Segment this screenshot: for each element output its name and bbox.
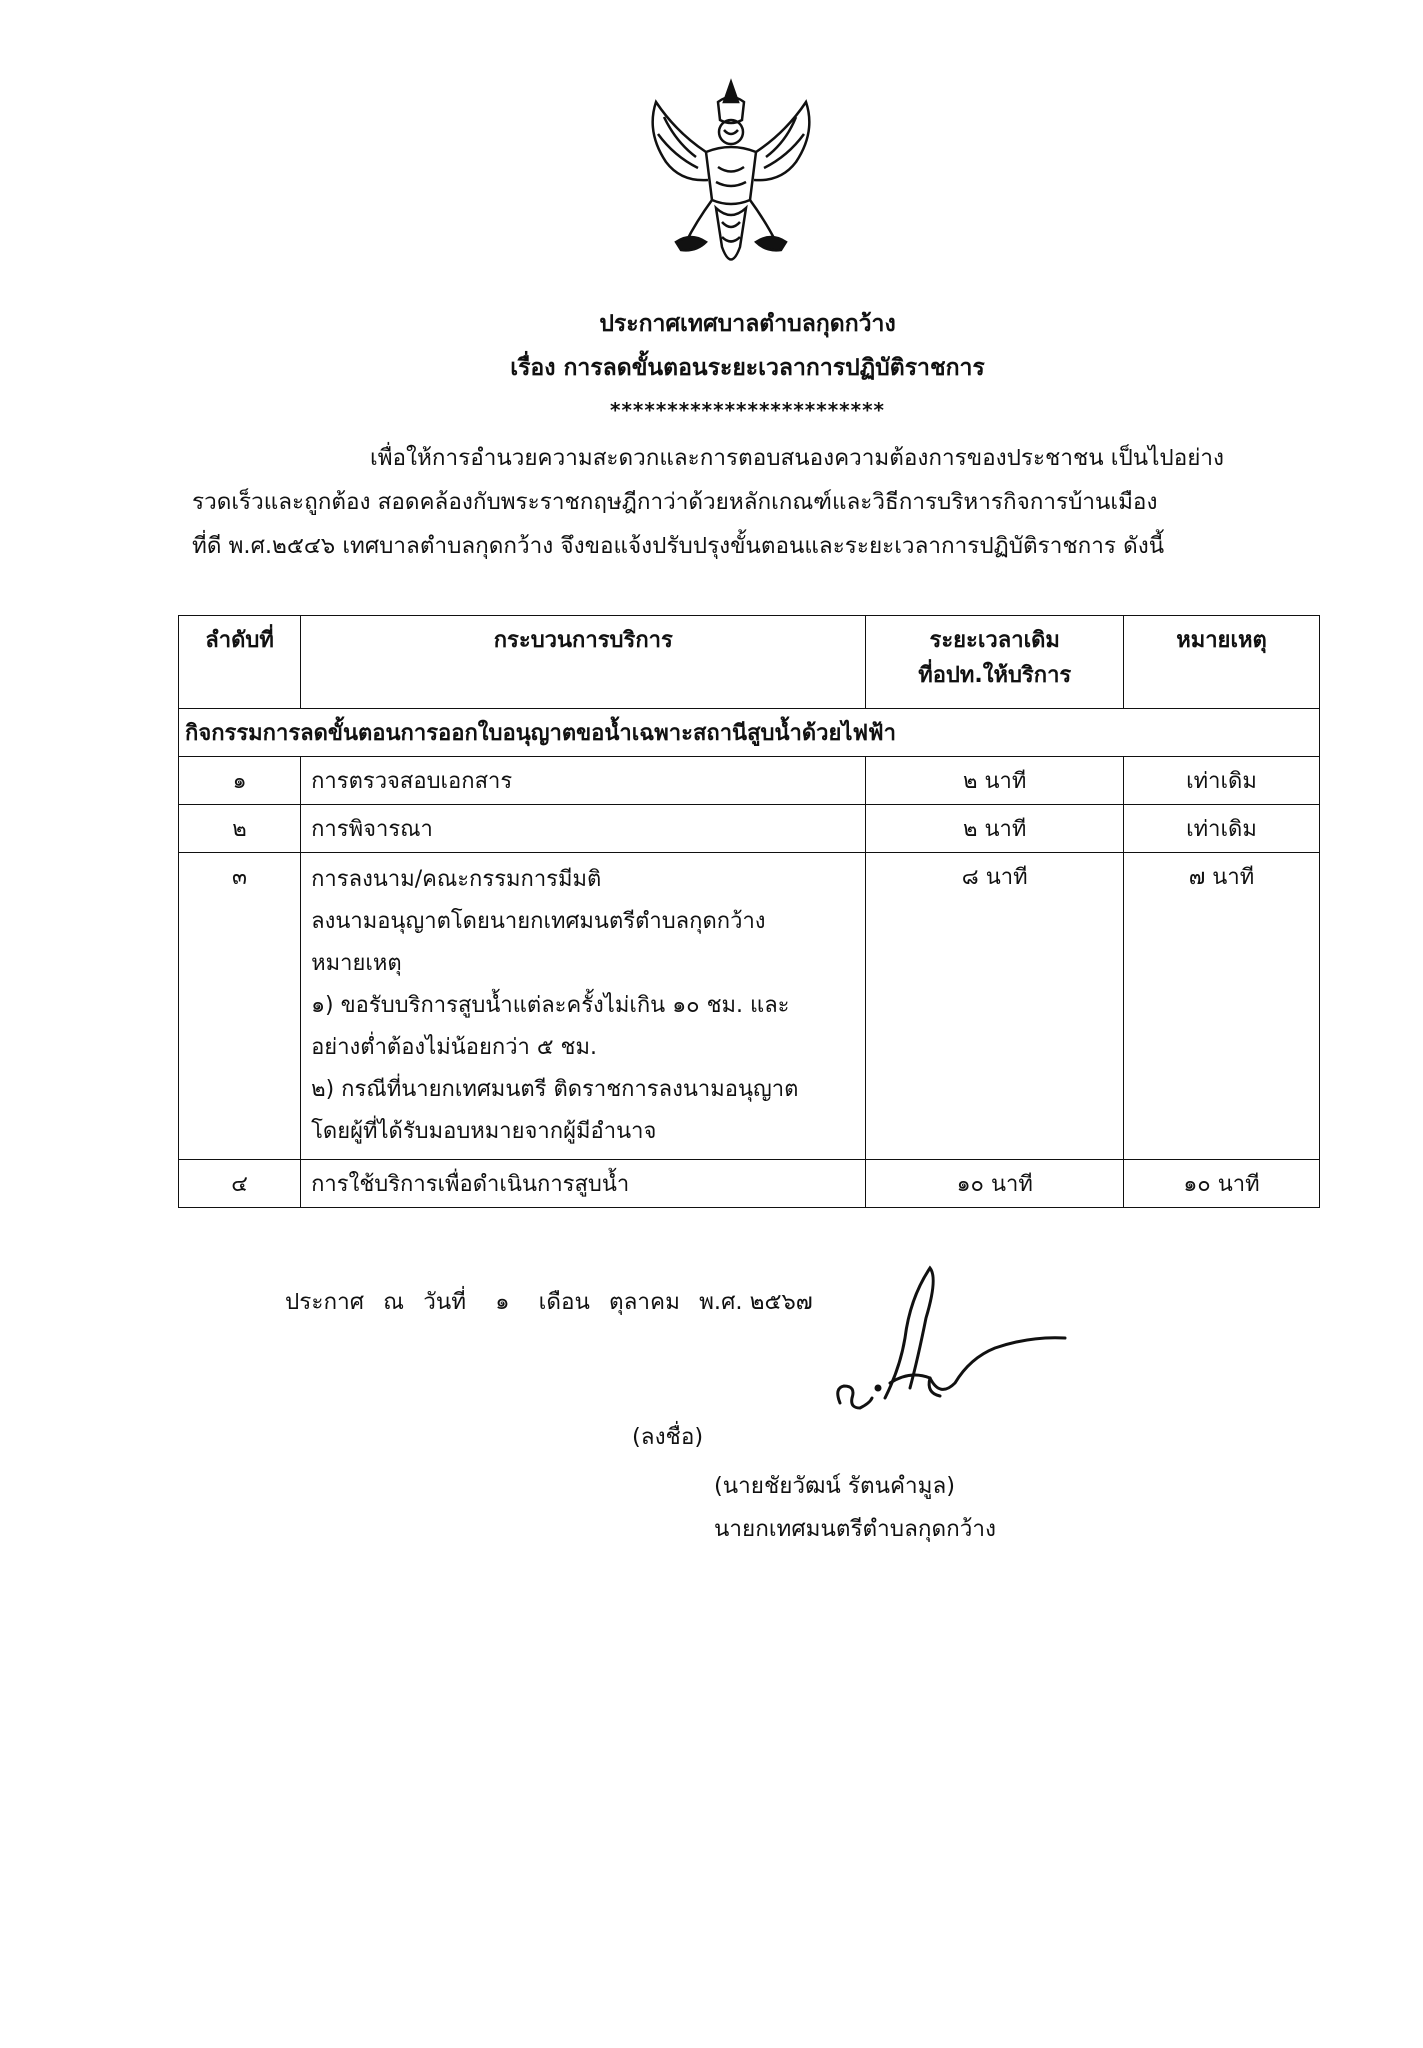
row-no: ๑: [179, 757, 301, 805]
intro-paragraph: [192, 436, 1320, 568]
row-process: การตรวจสอบเอกสาร: [301, 757, 866, 805]
decl-day: ๑: [495, 1289, 510, 1315]
decl-month: ตุลาคม: [609, 1289, 680, 1315]
decl-day-label: วันที่: [423, 1289, 467, 1315]
row-no: ๓: [179, 853, 301, 1160]
row-no: ๒: [179, 805, 301, 853]
service-time-table: [178, 615, 1320, 1208]
intro-line-2: รวดเร็วและถูกต้อง สอดคล้องกับพระราชกฤษฎีกาว่าด้วยหลักเกณฑ์และวิธีการบริหารกิจการบ้านเมือง: [192, 489, 1158, 515]
header-time-line2: ที่อปท.ให้บริการ: [918, 663, 1072, 688]
header-time-line1: ระยะเวลาเดิม: [929, 628, 1060, 653]
section-title: กิจกรรมการลดขั้นตอนการออกใบอนุญาตขอน้ำเฉพาะสถานีสูบน้ำด้วยไฟฟ้า: [179, 709, 1320, 757]
table-row: [179, 1160, 1320, 1208]
row-note: ๗ นาที: [1123, 853, 1319, 1160]
row-time: ๒ นาที: [866, 757, 1124, 805]
row-process: การพิจารณา: [301, 805, 866, 853]
detail-line: ลงนามอนุญาตโดยนายกเทศมนตรีตำบลกุดกว้าง: [311, 909, 766, 934]
garuda-emblem-icon: [636, 72, 826, 282]
header-time: [866, 616, 1124, 709]
section-row: [179, 709, 1320, 757]
signer-position: นายกเทศมนตรีตำบลกุดกว้าง: [714, 1516, 996, 1542]
header-process: กระบวนการบริการ: [301, 616, 866, 709]
row-note: เท่าเดิม: [1123, 757, 1319, 805]
header-note: หมายเหตุ: [1123, 616, 1319, 709]
table-row: [179, 853, 1320, 1160]
header-no: ลำดับที่: [179, 616, 301, 709]
title-divider-stars: ************************: [609, 398, 885, 422]
detail-line: อย่างต่ำต้องไม่น้อยกว่า ๕ ชม.: [311, 1035, 597, 1060]
signer-name: (นายชัยวัฒน์ รัตนคำมูล): [714, 1473, 956, 1499]
row-process-detail: [301, 853, 866, 1160]
detail-line: หมายเหตุ: [311, 951, 402, 976]
decl-prefix: ประกาศ: [285, 1289, 364, 1315]
sign-label: (ลงชื่อ): [632, 1424, 704, 1450]
decl-at: ณ: [383, 1289, 405, 1315]
row-note: เท่าเดิม: [1123, 805, 1319, 853]
handwritten-signature: [830, 1258, 1130, 1418]
announcement-title: ประกาศเทศบาลตำบลกุดกว้าง: [599, 311, 896, 337]
decl-month-label: เดือน: [538, 1289, 590, 1315]
announcement-subject: เรื่อง การลดขั้นตอนระยะเวลาการปฏิบัติราชการ: [510, 355, 985, 381]
detail-line: ๑) ขอรับบริการสูบน้ำแต่ละครั้งไม่เกิน ๑๐ ชม. และ: [311, 993, 790, 1018]
row-process: การใช้บริการเพื่อดำเนินการสูบน้ำ: [301, 1160, 866, 1208]
row-no: ๔: [179, 1160, 301, 1208]
row-time: ๑๐ นาที: [866, 1160, 1124, 1208]
detail-line: โดยผู้ที่ได้รับมอบหมายจากผู้มีอำนาจ: [311, 1119, 657, 1144]
table-row: [179, 757, 1320, 805]
decl-year: พ.ศ. ๒๕๖๗: [699, 1289, 813, 1315]
table-header-row: [179, 616, 1320, 709]
row-process: การลงนาม/คณะกรรมการมีมติ: [311, 867, 602, 892]
declaration-date: [285, 1283, 825, 1319]
detail-line: ๒) กรณีที่นายกเทศมนตรี ติดราชการลงนามอนุญาต: [311, 1077, 799, 1102]
row-time: ๒ นาที: [866, 805, 1124, 853]
row-note: ๑๐ นาที: [1123, 1160, 1319, 1208]
intro-line-3: ที่ดี พ.ศ.๒๕๔๖ เทศบาลตำบลกุดกว้าง จึงขอแจ้งปรับปรุงขั้นตอนและระยะเวลาการปฏิบัติราชการ ดังนี้: [192, 533, 1165, 559]
table-row: [179, 805, 1320, 853]
row-time: ๘ นาที: [866, 853, 1124, 1160]
intro-line-1: เพื่อให้การอำนวยความสะดวกและการตอบสนองความต้องการของประชาชน เป็นไปอย่าง: [370, 445, 1225, 471]
